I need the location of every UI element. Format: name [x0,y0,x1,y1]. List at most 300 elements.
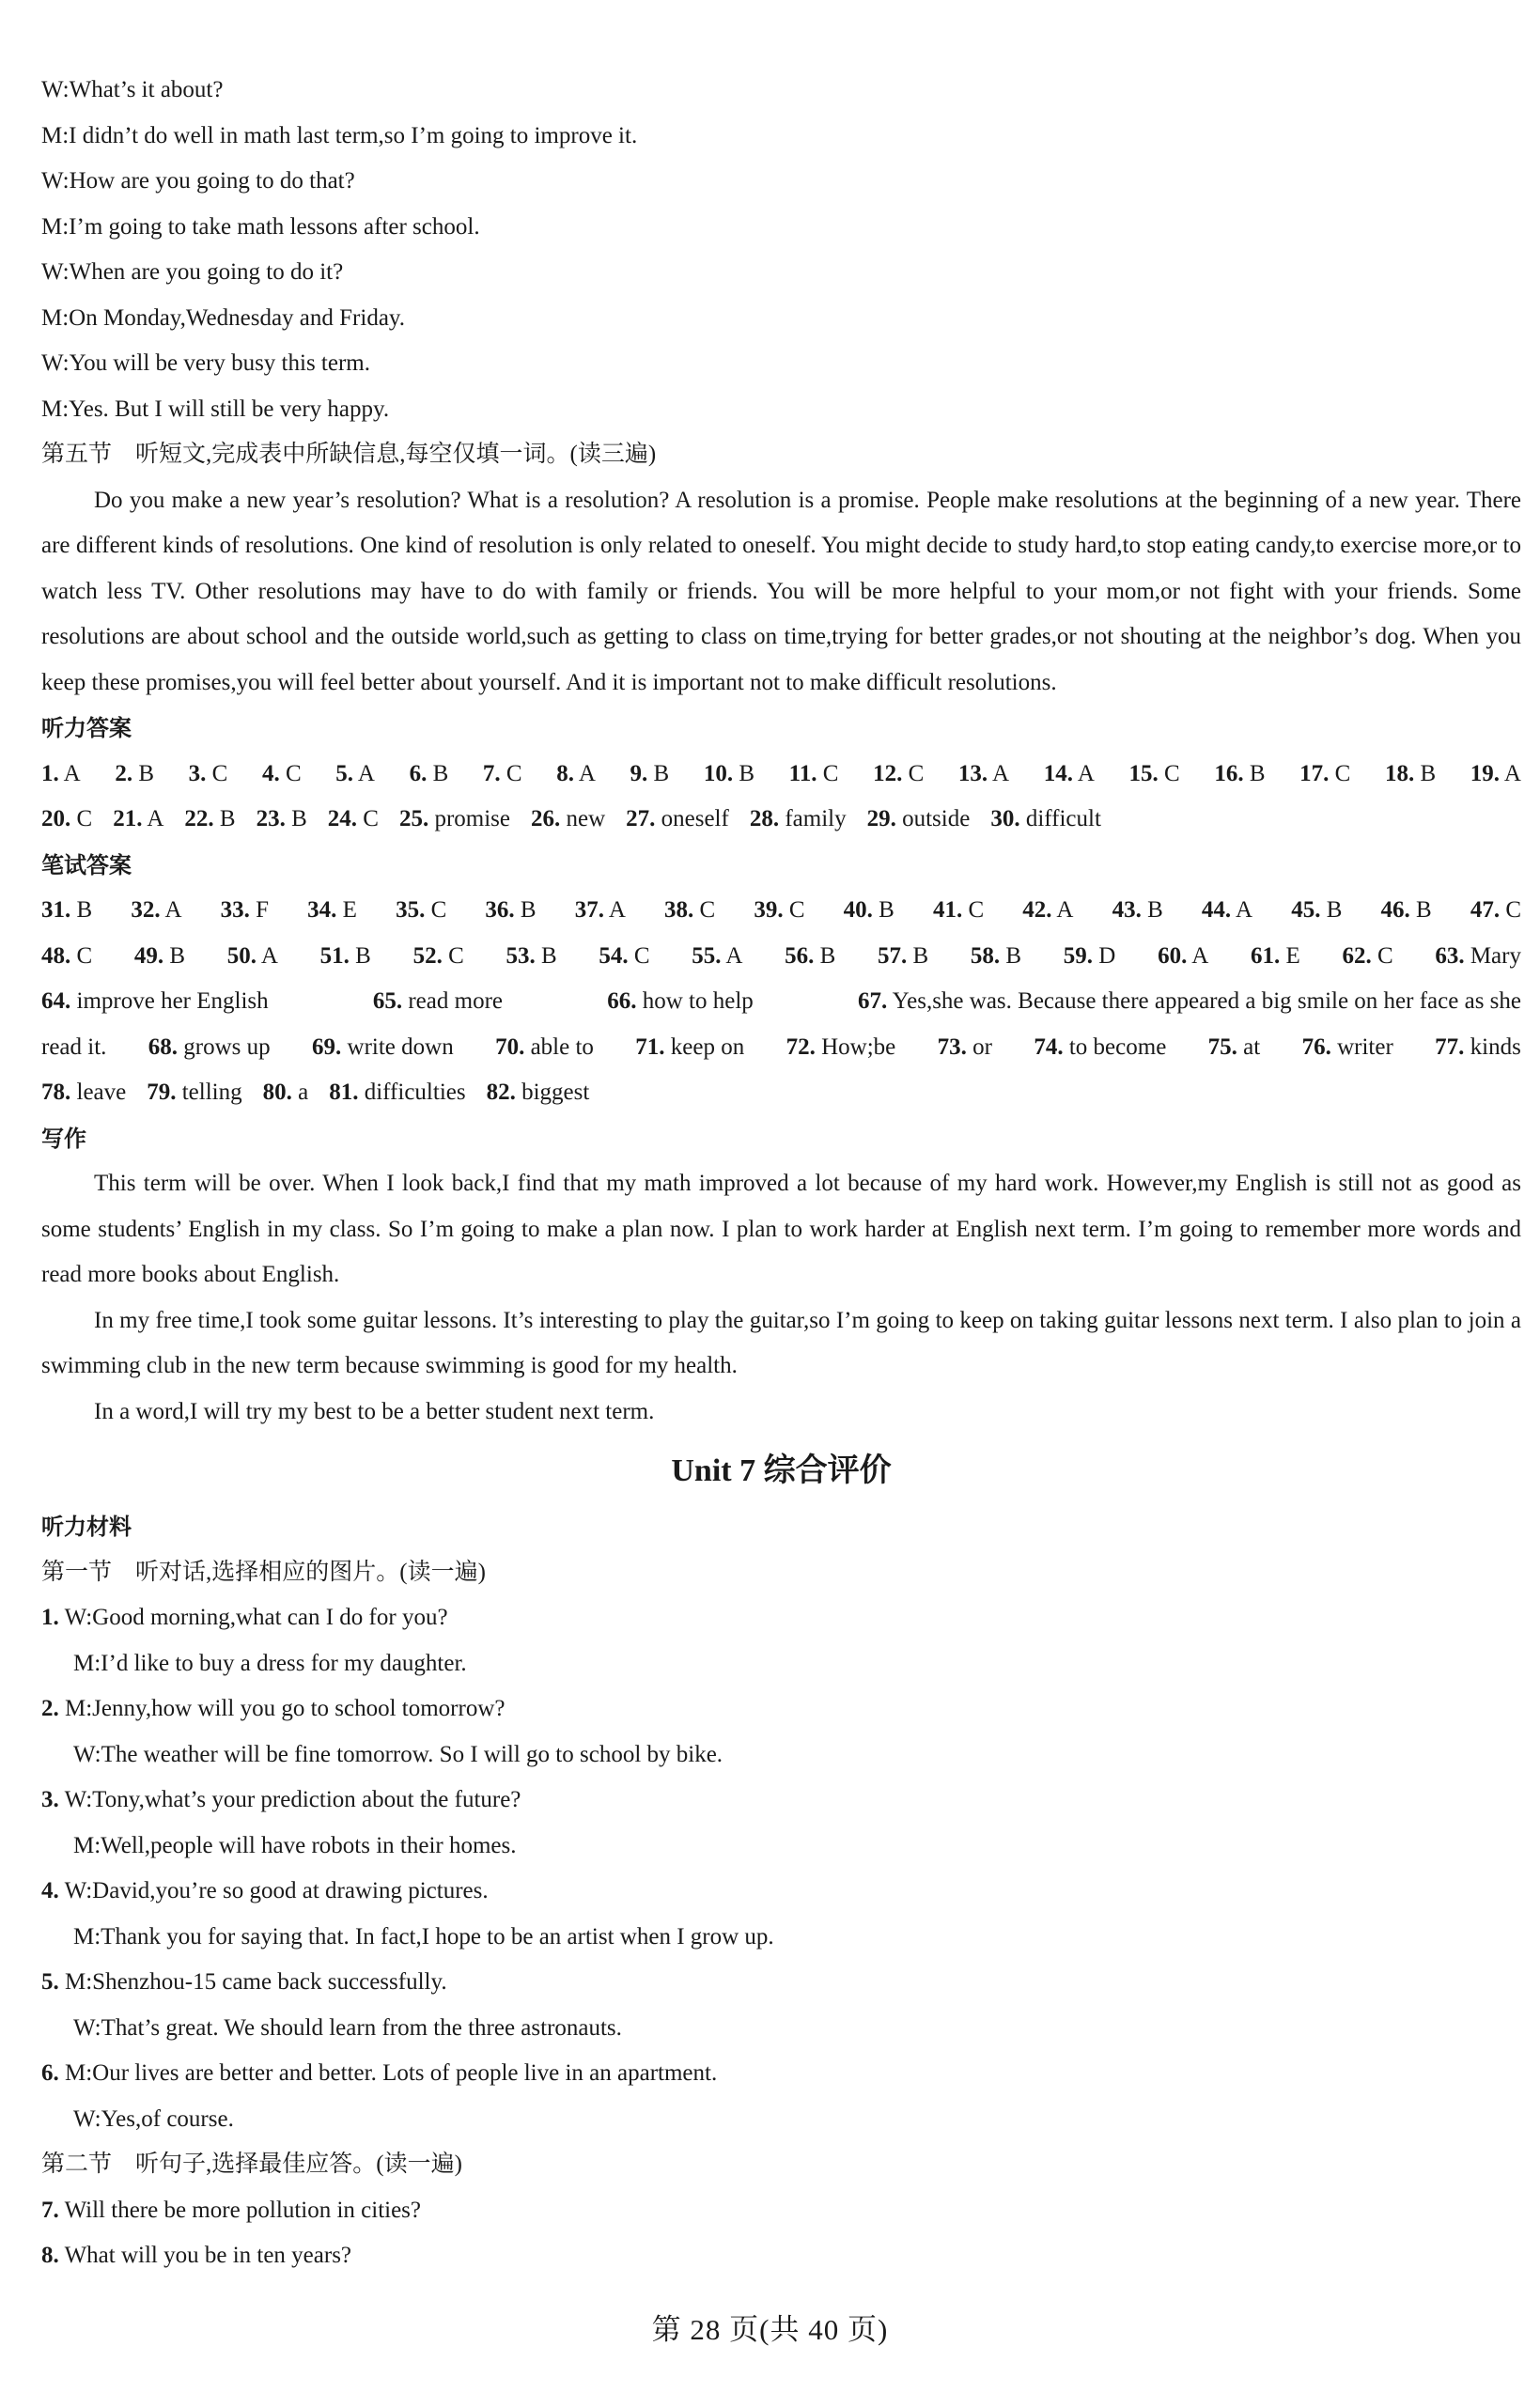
answer-number: 64. [41,988,71,1014]
answer-item [630,752,670,798]
answer-text: at [1243,1033,1261,1060]
answer-row [41,888,1521,934]
answer-item [483,752,522,798]
answer-item [113,797,163,843]
writing-title: 写作 [41,1125,86,1152]
answer-text: B [1249,760,1266,786]
answer-number: 32. [131,897,161,923]
answer-item [1202,888,1252,934]
answer-number: 42. [1022,897,1052,923]
item-number: 3. [41,1787,59,1812]
answer-item [134,934,185,980]
answer-item [789,752,839,798]
answer-number: 50. [226,942,257,969]
answer-item [148,1025,271,1071]
answer-text: difficult [1025,806,1101,831]
answer-row [41,1025,1521,1071]
answer-item [184,797,235,843]
answer-number: 81. [329,1080,359,1105]
answer-number: 37. [574,897,604,923]
item-number: 7. [41,2197,59,2223]
dialogue-item [41,1869,1521,1960]
answer-number: 39. [754,897,784,923]
answer-text: C [1334,760,1351,786]
answer-text: A [1077,760,1095,786]
answer-row [41,979,1521,1025]
answer-number: 25. [398,806,429,831]
answer-text: C [1164,760,1180,786]
answer-item [41,979,269,1025]
answer-text: biggest [521,1080,590,1105]
answer-number: 68. [148,1033,179,1060]
answer-text: A [147,806,164,831]
answer-number: 10. [703,760,734,786]
dialogue-line: W:Tony,what’s your prediction about the future? [64,1787,521,1812]
answer-item [335,752,375,798]
dialogue-item [41,1778,1521,1869]
answer-text: B [1326,897,1343,923]
answer-item [1299,752,1350,798]
answer-text: A [1056,897,1074,923]
answer-item [1129,752,1180,798]
answer-item [115,752,154,798]
page-footer: 第 28 页(共 40 页) [651,2313,889,2346]
answer-item [626,797,729,843]
answer-text: B [1420,760,1437,786]
answer-text: C [211,760,228,786]
answer-text: C [430,897,447,923]
answer-text: read it. [41,1033,107,1060]
answer-number: 5. [335,760,353,786]
answer-item [607,979,754,1025]
answer-item [1208,1025,1261,1071]
answer-text: B [1147,897,1163,923]
dialogue-line: M:I’m going to take math lessons after school. [41,213,480,240]
answer-text: C [699,897,716,923]
answer-number: 75. [1207,1033,1237,1060]
answer-text: B [432,760,449,786]
answer-number: 48. [41,942,71,969]
answer-number: 7. [482,760,501,786]
answer-text: B [76,897,93,923]
answer-item [131,888,181,934]
dialogue-line: M:Jenny,how will you go to school tomorrow? [65,1696,506,1721]
answer-number: 77. [1435,1033,1465,1060]
answer-item [556,752,596,798]
answer-number: 17. [1299,760,1330,786]
answer-item [147,1070,241,1116]
answer-number: 51. [319,942,350,969]
answer-number: 70. [495,1033,525,1060]
answer-item [1470,752,1521,798]
answer-item [487,1070,590,1116]
answer-text: able to [530,1033,594,1060]
dialogue-line: W:You will be very busy this term. [41,350,370,376]
unit-title: Unit 7 综合评价 [671,1453,892,1488]
dialogue-line: W:That’s great. We should learn from the three astronauts. [73,2014,622,2041]
answer-row [41,934,1521,980]
answer-number: 79. [147,1080,177,1105]
answer-number: 38. [664,897,694,923]
answer-text: B [540,942,557,969]
answer-text: B [739,760,754,786]
answer-text: B [879,897,894,923]
answer-number: 22. [184,806,214,831]
writing-paragraph: In a word,I will try my best to be a better student next term. [94,1398,655,1424]
answer-number: 72. [786,1033,816,1060]
sentence: Will there be more pollution in cities? [64,2197,422,2223]
answer-item [1112,888,1163,934]
answer-number: 6. [409,760,428,786]
answer-item [373,979,503,1025]
answer-text: B [291,806,307,831]
answer-item [635,1025,744,1071]
answer-number: 67. [857,988,888,1014]
answer-item [495,1025,594,1071]
answer-text: B [912,942,929,969]
answer-text: F [256,897,270,923]
answer-number: 60. [1158,942,1188,969]
dialogue-line: M:Our lives are better and better. Lots of people live in an apartment. [65,2060,718,2086]
answer-item [1381,888,1432,934]
answer-text: How;be [821,1033,896,1060]
answer-item [320,934,371,980]
dialogue-line: W:When are you going to do it? [41,259,344,285]
written-answers-title: 笔试答案 [41,851,132,878]
answer-item [396,888,446,934]
answer-row [41,1070,1521,1116]
answer-item [1470,888,1521,934]
answer-number: 61. [1250,942,1281,969]
answer-text: C [1377,942,1393,969]
answer-text: A [725,942,743,969]
answer-item [692,934,742,980]
answer-item [990,797,1101,843]
answer-number: 59. [1063,942,1094,969]
answer-text: promise [434,806,510,831]
answer-item [263,1070,309,1116]
answer-item [786,1025,896,1071]
item-number: 5. [41,1969,59,1995]
answer-row [41,752,1521,798]
answer-item [328,797,379,843]
answer-text: B [1005,942,1022,969]
answer-item [506,934,556,980]
answer-number: 40. [843,897,873,923]
answer-number: 31. [41,897,71,923]
answer-number: 44. [1201,897,1232,923]
answer-number: 29. [866,806,896,831]
item-number: 8. [41,2243,59,2268]
answer-text: C [1505,897,1521,923]
answer-number: 33. [220,897,250,923]
dialogue-line: W:How are you going to do that? [41,168,355,194]
answer-text: A [992,760,1010,786]
answer-text: C [363,806,379,831]
answer-item [41,1070,126,1116]
answer-item [704,752,754,798]
dialogue-line: M:I didn’t do well in math last term,so I’m going to improve it. [41,122,638,148]
dialogue-item [41,2051,1521,2142]
answer-number: 76. [1301,1033,1331,1060]
answer-item [41,934,92,980]
dialogue-top [41,68,1521,432]
answer-text: grows up [183,1033,271,1060]
answer-text: A [578,760,596,786]
answer-number: 36. [485,897,515,923]
answer-text: A [608,897,626,923]
answer-number: 52. [412,942,443,969]
dialogue-line: W:David,you’re so good at drawing pictures. [64,1878,489,1903]
answer-number: 14. [1043,760,1073,786]
answer-text: Yes,she was. Because there appeared a big smile on her face as she [892,988,1521,1014]
listening-answers [41,752,1521,843]
answer-number: 45. [1291,897,1321,923]
answer-text: A [164,897,182,923]
answer-text: A [63,760,81,786]
answer-text: B [520,897,537,923]
answer-item [664,888,715,934]
answer-item [531,797,605,843]
answer-item [41,752,81,798]
answer-text: improve her English [76,988,269,1014]
section5-title: 第五节 听短文,完成表中所缺信息,每空仅填一词。(读三遍) [41,442,657,467]
answer-item [933,888,984,934]
answer-number: 57. [878,942,908,969]
answer-item [1385,752,1436,798]
answer-item [599,934,649,980]
answer-text: leave [76,1080,127,1105]
answer-text: oneself [661,806,729,831]
answer-number: 41. [932,897,963,923]
answer-number: 23. [256,806,286,831]
answer-item [1291,888,1342,934]
answer-number: 11. [788,760,817,786]
answer-number: 80. [262,1080,292,1105]
answer-item [938,1025,992,1071]
answer-number: 46. [1380,897,1410,923]
answer-text: B [219,806,236,831]
answer-item [41,797,92,843]
answer-item [1044,752,1095,798]
answer-text: Mary [1470,942,1521,969]
answer-number: 27. [626,806,656,831]
answer-text: writer [1337,1033,1393,1060]
answer-text: C [968,897,985,923]
sentence: What will you be in ten years? [64,2243,352,2268]
item-number: 4. [41,1878,59,1903]
section5-passage: Do you make a new year’s resolution? What is a resolution? A resolution is a promise. People make resolutions at the beginning of a new year. There are different kinds of resolutions. One kind of resolution is only related to oneself. You might decide to study hard,to stop eating candy,to exercise more,or to watch less TV. Other resolutions may have to do with family or friends. You will be more helpful to your mom,or not fight with your friends. Some resolutions are about school and the outside world,such as getting to class on time,trying for better grades,or not shouting at the neighbor’s dog. When you keep these promises,you will feel better about yourself. And it is important not to make difficult resolutions. [41,487,1521,695]
answer-number: 4. [261,760,280,786]
item-number: 2. [41,1696,59,1721]
answer-text: telling [181,1080,242,1105]
answer-number: 24. [327,806,357,831]
answer-item [41,1025,106,1071]
answer-item [221,888,269,934]
answer-item [189,752,228,798]
answer-text: E [1285,942,1300,969]
answer-number: 53. [506,942,536,969]
writing-paragraph: This term will be over. When I look back,I find that my math improved a lot because of my hard work. However,my English is still not as good as some students’ English in my class. So I’m going to make a plan now. I plan to work harder at English next term. I’m going to remember more words and read more books about English. [41,1171,1521,1287]
answer-item [971,934,1021,980]
answer-text: B [355,942,371,969]
answer-item [329,1070,465,1116]
answer-item [410,752,449,798]
answer-text: C [908,760,925,786]
writing-paragraph: In my free time,I took some guitar lessons. It’s interesting to play the guitar,so I’m going to keep on taking guitar lessons next term. I also plan to join a swimming club in the new term because swimming is good for my health. [41,1307,1521,1378]
answer-text: C [822,760,839,786]
answer-text: D [1098,942,1116,969]
dialogue-line: M:Thank you for saying that. In fact,I hope to be an artist when I grow up. [73,1923,774,1950]
answer-text: C [788,897,805,923]
answer-text: A [1503,760,1521,786]
answer-number: 19. [1470,760,1500,786]
answer-text: B [819,942,836,969]
answer-number: 43. [1112,897,1142,923]
answer-text: B [138,760,154,786]
answer-item [312,1025,454,1071]
answer-text: C [448,942,464,969]
answer-item [1435,1025,1521,1071]
answer-item [1251,934,1300,980]
answer-item [485,888,536,934]
dialogue-line: M:On Monday,Wednesday and Friday. [41,304,406,331]
answer-item [41,888,92,934]
answer-number: 9. [630,760,648,786]
dialogue-item [41,1960,1521,2051]
dialogue-item [41,1595,1521,1686]
answer-text: a [298,1080,309,1105]
answer-text: outside [902,806,971,831]
answer-item [1435,934,1521,980]
item-number: 1. [41,1605,59,1630]
dialogue-line: W:The weather will be fine tomorrow. So I will go to school by bike. [73,1741,723,1767]
listening-answers-title: 听力答案 [41,715,132,741]
answer-number: 8. [556,760,574,786]
answer-item [873,752,924,798]
answer-text: B [169,942,186,969]
writing-body [41,1161,1521,1435]
answer-text: C [633,942,650,969]
answer-item [1302,1025,1393,1071]
answer-item [307,888,357,934]
answer-number: 20. [41,806,71,831]
answer-text: C [76,942,93,969]
answer-item [575,888,626,934]
written-answers [41,888,1521,1116]
answer-number: 18. [1384,760,1415,786]
answer-item [1342,934,1392,980]
answer-row [41,797,1521,843]
answer-number: 82. [486,1080,516,1105]
answer-number: 65. [372,988,403,1014]
item-number: 6. [41,2060,59,2086]
answer-text: family [785,806,847,831]
answer-number: 3. [188,760,207,786]
answer-item [858,979,1521,1025]
answer-item [1022,888,1073,934]
answer-item [413,934,464,980]
answer-number: 47. [1470,897,1501,923]
answer-text: to become [1068,1033,1167,1060]
answer-item [1064,934,1116,980]
section1-items [41,1595,1521,2142]
answer-text: kinds [1470,1033,1521,1060]
answer-number: 69. [312,1033,342,1060]
answer-text: read more [408,988,503,1014]
answer-number: 71. [635,1033,665,1060]
answer-text: C [506,760,522,786]
answer-item [399,797,510,843]
answer-text: B [1416,897,1432,923]
answer-number: 34. [307,897,337,923]
answer-number: 35. [396,897,426,923]
answer-text: A [1236,897,1253,923]
answer-item [867,797,971,843]
answer-number: 63. [1435,942,1465,969]
dialogue-item [41,1686,1521,1778]
answer-text: B [653,760,670,786]
answer-text: E [342,897,357,923]
answer-item [262,752,302,798]
answer-number: 16. [1214,760,1244,786]
answer-number: 54. [599,942,629,969]
answer-item [958,752,1009,798]
answer-item [785,934,835,980]
answer-text: how to help [642,988,754,1014]
answer-item [227,934,278,980]
answer-number: 21. [113,806,143,831]
answer-number: 1. [41,760,59,786]
answer-text: A [357,760,375,786]
answer-number: 26. [530,806,561,831]
answer-item [257,797,307,843]
answer-item [754,888,804,934]
answer-number: 15. [1128,760,1159,786]
answer-number: 73. [937,1033,967,1060]
dialogue-line: M:Yes. But I will still be very happy. [41,396,390,422]
section1-title: 第一节 听对话,选择相应的图片。(读一遍) [41,1559,486,1585]
section2-title: 第二节 听句子,选择最佳应答。(读一遍) [41,2152,462,2177]
listening-material-title: 听力材料 [41,1514,132,1540]
dialogue-line: W:What’s it about? [41,77,224,102]
answer-item [750,797,847,843]
answer-number: 66. [607,988,637,1014]
answer-item [1158,934,1208,980]
answer-text: new [566,806,606,831]
answer-text: write down [347,1033,454,1060]
section2-items [41,2188,1521,2279]
dialogue-line: M:Shenzhou-15 came back successfully. [65,1969,447,1995]
answer-number: 30. [990,806,1020,831]
dialogue-line: M:I’d like to buy a dress for my daughter. [73,1650,467,1676]
answer-item [1034,1025,1166,1071]
answer-number: 28. [749,806,780,831]
answer-number: 78. [41,1080,71,1105]
answer-text: C [76,806,93,831]
answer-item [878,934,928,980]
answer-number: 62. [1342,942,1372,969]
answer-text: keep on [670,1033,745,1060]
answer-item [844,888,894,934]
answer-number: 55. [692,942,722,969]
answer-text: A [260,942,278,969]
answer-number: 2. [115,760,133,786]
answer-text: C [285,760,302,786]
answer-item [1214,752,1265,798]
answer-number: 58. [970,942,1001,969]
answer-number: 74. [1034,1033,1064,1060]
